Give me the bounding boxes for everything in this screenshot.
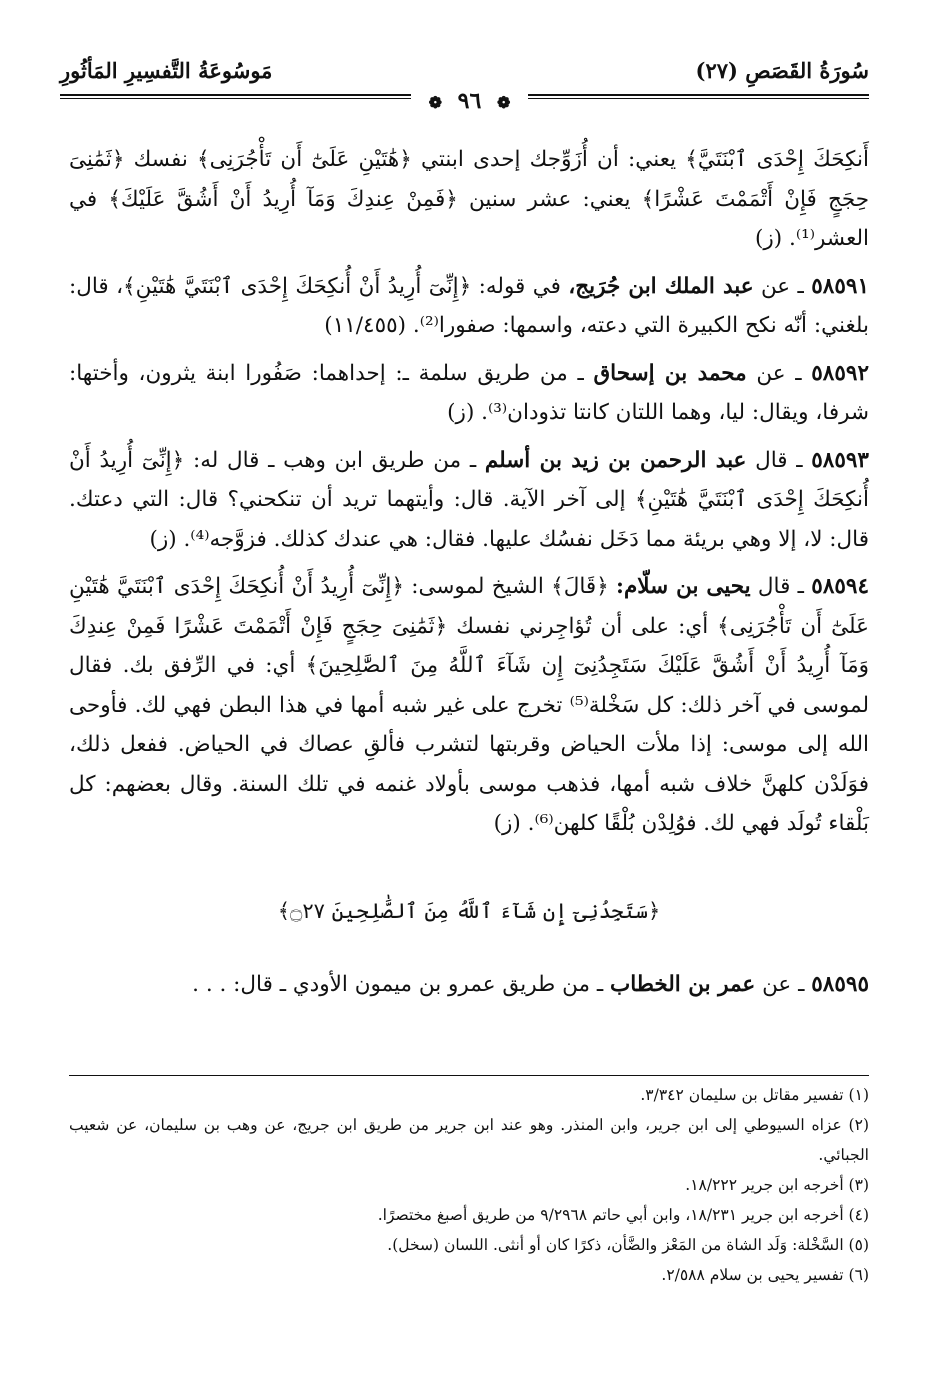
- narration-58593: [69, 441, 869, 560]
- footnote-divider: [69, 1075, 869, 1076]
- footnote-4: (٤) أخرجه ابن جرير ١٨/٢٣١، وابن أبي حاتم ٩/٢٩٦٨ من طريق أصبغ مختصرًا.: [377, 1206, 869, 1224]
- paragraph-text: ـ من طريق عمرو بن ميمون الأودي ـ قال: . . .: [192, 972, 610, 997]
- footnote-2: (٢) عزاه السيوطي إلى ابن جرير، وابن المنذر. وهو عند ابن جرير من طريق ابن جريج، عن وهب بن سليمان، عن شعيب الجبائي.: [69, 1116, 869, 1164]
- verse-heading: ﴿سَتَجِدُنِىٓ إِن شَآءَ ٱللَّهُ مِنَ ٱلصَّٰلِحِينَ ۝٢٧﴾: [277, 898, 661, 923]
- surah-title: سُورَةُ القَصَصِ (٢٧): [695, 58, 869, 83]
- footnote-6: (٦) تفسير يحيى بن سلام ٢/٥٨٨.: [661, 1266, 869, 1284]
- footnote-3: (٣) أخرجه ابن جرير ١٨/٢٢٢.: [685, 1176, 869, 1194]
- narrator-name: عبد الرحمن بن زيد بن أسلم: [484, 447, 747, 473]
- footnote-1: (١) تفسير مقاتل بن سليمان ٣/٣٤٢.: [640, 1086, 869, 1104]
- page-number-row: [0, 88, 939, 114]
- paragraph-text: ﴿قَالَ﴾ الشيخ لموسى: ﴿إِنِّىٓ أُرِيدُ أَنْ أُنكِحَكَ إِحْدَى ٱبْنَتَيَّ هَٰتَيْنِ عَلَىٰٓ أَن تَأْجُرَنِى﴾ أي: على أن تُؤاجِرني نفسك ﴿ثَمَٰنِىَ حِجَجٍ فَإِنْ أَتْمَمْتَ عَشْرًا فَمِنْ عِندِكَ وَمَآ أُرِيدُ أَنْ أَشُقَّ عَلَيْكَ سَتَجِدُنِىٓ إِن شَآءَ ٱللَّهُ مِنَ ٱلصَّٰلِحِينَ﴾ أي: في الرِّفق بك. فقال لموسى في آخر ذلك: كل سَخْلة⁽⁵⁾ تخرج على غير شبه أمها في هذا البطن فهي لك. فأوحى الله إلى موسى: إذا ملأت الحياض وقربتها لتشرب فألقِ عصاك في الحياض. ففعل ذلك، فوَلَدْن كلهنَّ خلاف شبه أمها، فذهب موسى بأولاد غنمه في تلك السنة. وقال بعضهم: كل بَلْقاء تُولَد فهي لك. فوُلِدْن بُلْقًا كلهن⁽⁶⁾. (ز): [69, 574, 869, 836]
- ornament-icon: ❁: [428, 93, 442, 112]
- paragraph-text: ـ من طريق سلمة ـ: إحداهما: صَفُورا ابنة يثرون، وأختها: شرفا، ويقال: ليا، وهما اللتان كانتا تذودان⁽³⁾. (ز): [69, 360, 869, 425]
- narrator-name: عمر بن الخطاب: [609, 972, 756, 997]
- paragraph-text: أَنكِحَكَ إِحْدَى ٱبْنَتَيَّ﴾ يعني: أن أُزَوِّجك إحدى ابنتي ﴿هَٰتَيْنِ عَلَىٰٓ أَن تَأْجُرَنِى﴾ نفسك ﴿ثَمَٰنِىَ حِجَجٍ فَإِنْ أَتْمَمْتَ عَشْرًا﴾ يعني: عشر سنين ﴿فَمِنْ عِندِكَ وَمَآ أُرِيدُ أَنْ أَشُقَّ عَلَيْكَ﴾ في العشر⁽¹⁾. (ز): [69, 147, 869, 251]
- narrator-name: يحيى بن سلّام:: [616, 574, 751, 599]
- footnotes: [69, 1080, 869, 1290]
- narrator-name: عبد الملك ابن جُرَيج،: [568, 273, 754, 299]
- narration-number: ٥٨٥٩٥: [811, 972, 869, 997]
- narration-number: ٥٨٥٩٢: [811, 360, 869, 386]
- footnote-5: (٥) السَّخْلة: وَلَد الشاة من المَعْز والضَّأن، ذكرًا كان أو أنثى. اللسان (سخل).: [387, 1236, 869, 1254]
- narration-number: ٥٨٥٩١: [811, 273, 869, 299]
- paragraph-text: ـ من طريق ابن وهب ـ قال له: ﴿إِنِّىٓ أُرِيدُ أَنْ أُنكِحَكَ إِحْدَى ٱبْنَتَيَّ هَٰتَيْنِ﴾ إلى آخر الآية. قال: وأيتهما تريد أن تنكحني؟ قال: التي دعتك. قال: لا، إلا وهي بريئة مما دَخَل نفسُك عليها. فقال: هي عندك كذلك. فزوَّجه⁽⁴⁾. (ز): [69, 447, 869, 552]
- main-text: [69, 140, 869, 1013]
- narration-58594: [69, 567, 869, 844]
- page-number: ٩٦: [457, 88, 482, 114]
- narration-58591: [69, 267, 869, 346]
- paragraph-text: في قوله: ﴿إِنِّىٓ أُرِيدُ أَنْ أُنكِحَكَ إِحْدَى ٱبْنَتَيَّ هَٰتَيْنِ﴾، قال: بلغني: أنّه نكح الكبيرة التي دعته، واسمها: صفورا⁽²⁾. (١١/٤٥٥): [69, 273, 869, 338]
- encyclopedia-title: مَوسُوعَةُ التَّفسِيرِ المَأثُورِ: [60, 58, 273, 83]
- narration-58592: [69, 354, 869, 433]
- narration-number: ٥٨٥٩٤: [811, 574, 870, 599]
- narration-connector: ـ قال: [750, 574, 804, 599]
- narrator-name: محمد بن إسحاق: [593, 360, 747, 386]
- ornament-icon: ❁: [496, 93, 511, 112]
- narration-number: ٥٨٥٩٣: [811, 447, 869, 473]
- narration-58595: [69, 965, 869, 1005]
- narration-connector: ـ قال: [746, 447, 803, 473]
- narration-connector: ـ عن: [755, 972, 805, 997]
- narration-connector: ـ عن: [753, 273, 804, 299]
- narration-connector: ـ عن: [746, 360, 802, 386]
- paragraph-continuation: [69, 140, 869, 259]
